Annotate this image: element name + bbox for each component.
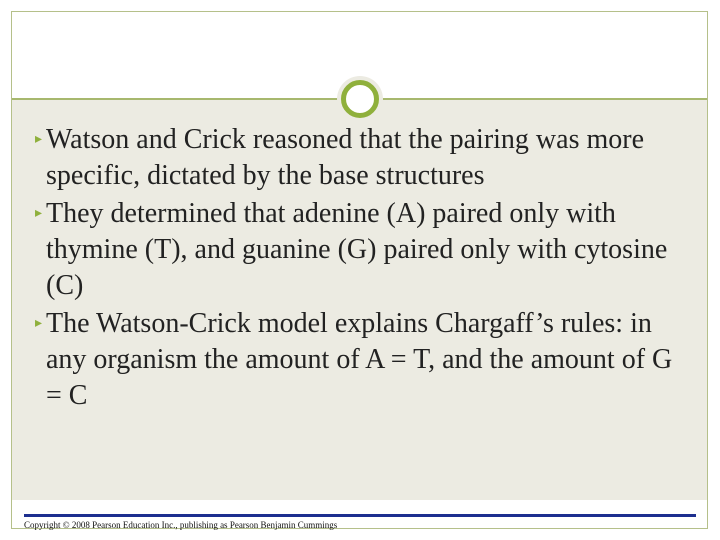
small-arrow-icon: ▸ [34,316,42,331]
bullet-item [22,306,692,414]
bullet-text: They determined that adenine (A) paired only with thymine (T), and guanine (G) paired only with cytosine (C) [46,198,668,301]
bullet-item [22,196,692,304]
small-arrow-icon: ▸ [34,206,42,221]
bullet-text: Watson and Crick reasoned that the pairing was more specific, dictated by the base structures [46,124,645,191]
bullet-text: The Watson-Crick model explains Chargaff’s rules: in any organism the amount of A = T, and the amount of G = C [46,308,673,411]
bullet-item [22,122,692,194]
small-arrow-icon: ▸ [34,132,42,147]
footer-rule [24,514,696,517]
copyright-text: Copyright © 2008 Pearson Education Inc., publishing as Pearson Benjamin Cummings [24,520,338,530]
ring-ornament-icon [341,80,379,118]
bullet-list [22,122,692,416]
